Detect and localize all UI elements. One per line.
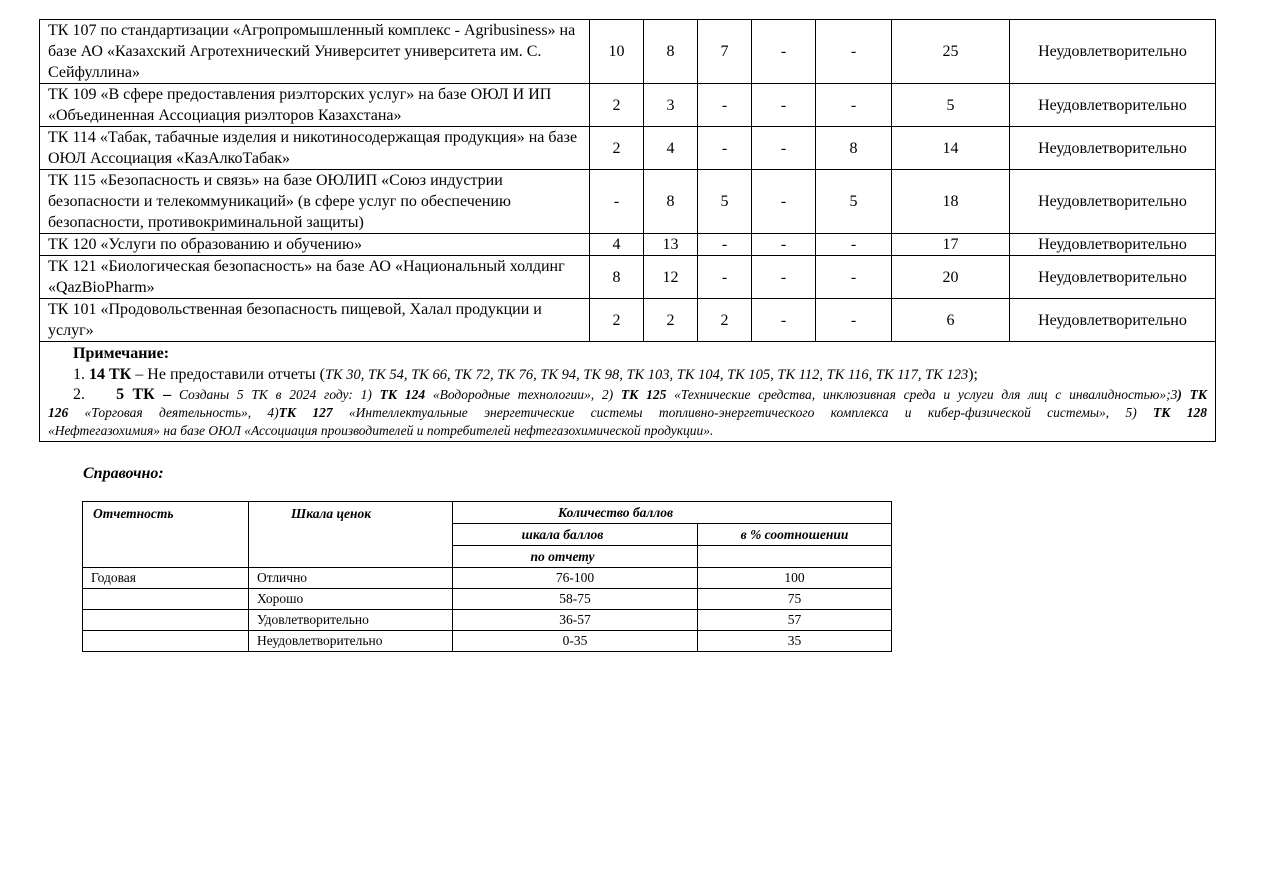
note-item-1 [48, 364, 1207, 386]
value-cell: 7 [698, 20, 752, 84]
note-2-number: 2. [73, 386, 85, 403]
value-cell: 3 [644, 84, 698, 127]
tk-name: ТК 121 «Биологическая безопасность» на базе АО «Национальный холдинг «QazBioPharm» [40, 256, 590, 299]
value-cell: 8 [590, 256, 644, 299]
value-cell: 5 [816, 170, 892, 234]
rating-cell: Неудовлетворительно [1010, 170, 1216, 234]
value-cell: - [752, 170, 816, 234]
value-cell: - [816, 20, 892, 84]
tk-name: ТК 107 по стандартизации «Агропромышленный комплекс - Agribusiness» на базе АО «Казахский Агротехнический Университет университета им. С. Сейфуллина» [40, 20, 590, 84]
note-2-tk125-name: «Технические средства, инклюзивная среда и услуги для лиц с инвалидностью»;3 [666, 387, 1178, 402]
value-cell: 8 [816, 127, 892, 170]
table-row [40, 299, 1216, 342]
tk-name: ТК 114 «Табак, табачные изделия и никотиносодержащая продукция» на базе ОЮЛ Ассоциация «КазАлкоТабак» [40, 127, 590, 170]
value-cell: - [816, 299, 892, 342]
value-cell: - [752, 20, 816, 84]
reporting-header: Отчетность [83, 502, 249, 568]
value-cell: - [816, 234, 892, 256]
value-cell: - [752, 127, 816, 170]
table-row [83, 631, 892, 652]
percent-cell: 75 [698, 589, 892, 610]
value-cell: 8 [644, 170, 698, 234]
total-cell: 5 [892, 84, 1010, 127]
note-1-text: – Не предоставили отчеты ( [131, 366, 325, 383]
grade-cell: Хорошо [249, 589, 453, 610]
note-2-intro: Созданы 5 ТК в 2024 году: 1) [171, 387, 380, 402]
tk-name: ТК 115 «Безопасность и связь» на базе ОЮЛИП «Союз индустрии безопасности и телекоммуникаций» (в сфере услуг по обеспечению безопасности, противокриминальной защиты) [40, 170, 590, 234]
note-row [40, 342, 1216, 442]
value-cell: 8 [644, 20, 698, 84]
points-scale-header: шкала баллов [453, 524, 698, 546]
note-cell [40, 342, 1216, 442]
rating-cell: Неудовлетворительно [1010, 256, 1216, 299]
reference-title: Справочно: [83, 465, 164, 482]
value-cell: 13 [644, 234, 698, 256]
reporting-cell [83, 610, 249, 631]
value-cell: - [698, 234, 752, 256]
note-2-126: 126 [48, 405, 69, 420]
reporting-cell: Годовая [83, 568, 249, 589]
note-item-2-line-1 [48, 386, 1207, 404]
rating-cell: Неудовлетворительно [1010, 234, 1216, 256]
note-2-tk124: ТК 124 [379, 387, 426, 402]
scale-header: Шкала ценок [249, 502, 453, 568]
grade-cell: Отлично [249, 568, 453, 589]
rating-cell: Неудовлетворительно [1010, 299, 1216, 342]
total-cell: 6 [892, 299, 1010, 342]
value-cell: - [698, 84, 752, 127]
note-1-number: 1. [73, 366, 85, 383]
value-cell: 2 [590, 127, 644, 170]
range-cell: 76-100 [453, 568, 698, 589]
tk-name: ТК 109 «В сфере предоставления риэлторских услуг» на базе ОЮЛ И ИП «Объединенная Ассоциация риэлторов Казахстана» [40, 84, 590, 127]
value-cell: - [698, 256, 752, 299]
value-cell: 12 [644, 256, 698, 299]
table-row [83, 589, 892, 610]
note-2-tk127: ТК 127 [278, 405, 333, 420]
note-2-bold: 5 ТК – [116, 386, 172, 403]
rating-cell: Неудовлетворительно [1010, 84, 1216, 127]
table-row [40, 20, 1216, 84]
note-1-bold: 14 ТК [89, 366, 132, 383]
percent-cell: 35 [698, 631, 892, 652]
percent-header: в % соотношении [698, 524, 892, 546]
value-cell: - [698, 127, 752, 170]
value-cell: 10 [590, 20, 644, 84]
total-cell: 17 [892, 234, 1010, 256]
grade-cell: Удовлетворительно [249, 610, 453, 631]
note-2-tk125: ТК 125 [620, 387, 667, 402]
tk-name: ТК 101 «Продовольственная безопасность пищевой, Халал продукции и услуг» [40, 299, 590, 342]
table-row [40, 170, 1216, 234]
tk-name: ТК 120 «Услуги по образованию и обучению» [40, 234, 590, 256]
table-row [40, 256, 1216, 299]
table-row [83, 610, 892, 631]
note-item-2-line-3: «Нефтегазохимия» на базе ОЮЛ «Ассоциация производителей и потребителей нефтегазохимической продукции». [48, 423, 714, 438]
note-2-tk126: ) ТК [1177, 387, 1208, 402]
header-row [83, 502, 892, 524]
total-cell: 18 [892, 170, 1010, 234]
table-row [40, 234, 1216, 256]
percent-cell: 57 [698, 610, 892, 631]
note-1-list: ТК 30, ТК 54, ТК 66, ТК 72, ТК 76, ТК 94, ТК 98, ТК 103, ТК 104, ТК 105, ТК 112, ТК 116, ТК 117, ТК 123 [324, 367, 969, 383]
value-cell: - [752, 299, 816, 342]
value-cell: 2 [590, 84, 644, 127]
value-cell: - [816, 84, 892, 127]
rating-cell: Неудовлетворительно [1010, 127, 1216, 170]
table-row [40, 84, 1216, 127]
grading-scale-table [82, 501, 892, 652]
range-cell: 58-75 [453, 589, 698, 610]
value-cell: 2 [698, 299, 752, 342]
value-cell: 5 [698, 170, 752, 234]
value-cell: 4 [644, 127, 698, 170]
note-item-2-line-2 [48, 404, 1207, 422]
note-2-tk124-name: «Водородные технологии», 2) [425, 387, 621, 402]
value-cell: 2 [644, 299, 698, 342]
value-cell: - [816, 256, 892, 299]
value-cell: - [590, 170, 644, 234]
percent-cell: 100 [698, 568, 892, 589]
value-cell: - [752, 84, 816, 127]
value-cell: - [752, 256, 816, 299]
value-cell: - [752, 234, 816, 256]
tk-report-table [39, 19, 1216, 442]
rating-cell: Неудовлетворительно [1010, 20, 1216, 84]
value-cell: 2 [590, 299, 644, 342]
total-cell: 14 [892, 127, 1010, 170]
grade-cell: Неудовлетворительно [249, 631, 453, 652]
reporting-cell [83, 589, 249, 610]
total-cell: 20 [892, 256, 1010, 299]
note-title: Примечание: [73, 345, 170, 362]
reporting-cell [83, 631, 249, 652]
range-cell: 36-57 [453, 610, 698, 631]
total-cell: 25 [892, 20, 1010, 84]
note-2-line2-c: «Интеллектуальные энергетические системы топливно-энергетического комплекса и кибер-физической системы», 5) [332, 405, 1154, 420]
note-2-tk128: ТК 128 [1153, 405, 1207, 420]
points-header: Количество баллов [453, 502, 892, 524]
range-cell: 0-35 [453, 631, 698, 652]
by-report-header: по отчету [453, 546, 698, 568]
table-row [83, 568, 892, 589]
empty-cell [698, 546, 892, 568]
note-1-end: ); [968, 366, 978, 383]
table-row [40, 127, 1216, 170]
value-cell: 4 [590, 234, 644, 256]
note-2-line2-b: «Торговая деятельность», 4) [68, 405, 279, 420]
